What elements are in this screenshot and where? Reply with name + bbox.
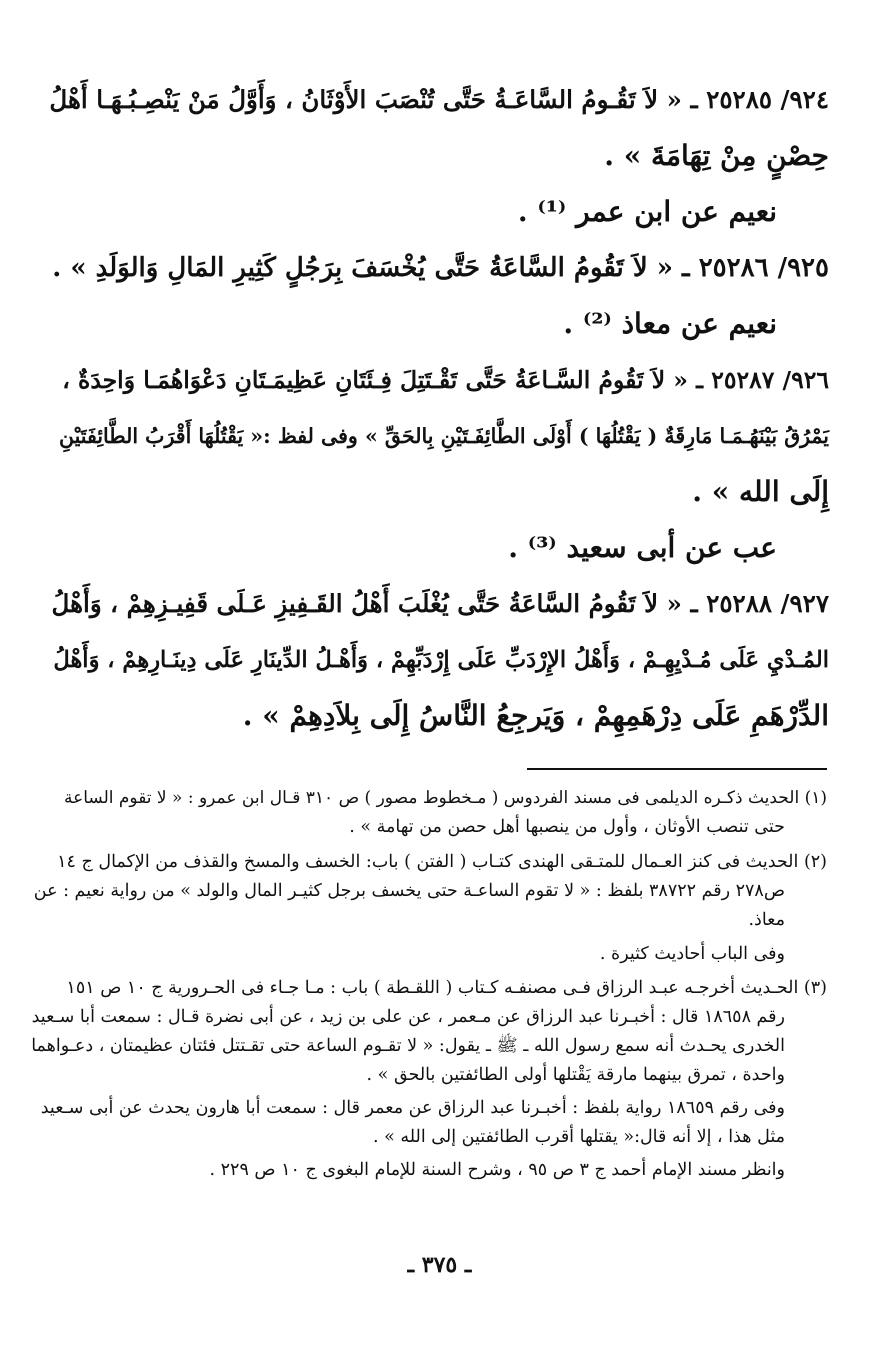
hadith-925-source: [49, 296, 829, 352]
footnote-2-line-1: (٢) الحديث فى كنز العـمال للمتـقى الهندى كتـاب ( الفتن ) باب: الخسف والمسخ والقذف من الإكمال ج ١٤: [57, 852, 827, 872]
footnote-divider: [527, 768, 827, 770]
hadith-924-source-text: نعيم عن ابن عمر ⁽¹⁾ .: [517, 195, 777, 228]
footnote-3-line-7: وانظر مسند الإمام أحمد ج ٣ ص ٩٥ ، وشرح السنة للإمام البغوى ج ١٠ ص ٢٢٩ .: [209, 1160, 785, 1180]
page-number: ـ ٣٧٥ ـ: [407, 1252, 472, 1278]
footnote-3-line-6: مثل هذا ، إلا أنه قال:« يقتلها أقرب الطائفتين إلى الله » .: [372, 1127, 785, 1147]
hadith-927-line-2: المُـدْيِ عَلَى مُـدْيِهِـمْ ، وَأَهْلُ الإِرْدَبِّ عَلَى إِرْدَبِّهِمْ ، وَأَهْـلُ الدِّينَارِ عَلَى دِينَـارِهِمْ ، وَأَهْلُ: [53, 647, 829, 673]
footnote-3-line-5: وفى رقم ١٨٦٥٩ رواية بلفظ : أخبـرنا عبد الرزاق عن معمر قال : سمعت أبا هارون يحدث عن أبى سـعيد: [40, 1098, 785, 1118]
footnote-2-line-4: وفى الباب أحاديث كثيرة .: [599, 944, 785, 964]
hadith-926-line-1: ٩٢٦/ ٢٥٢٨٧ ـ « لاَ تَقُومُ السَّـاعَةُ حَتَّى تَقْـتَتِلَ فِـئَتَانِ عَظِيمَـتَانِ دَعْوَاهُمَـا وَاحِدَةٌ ،: [62, 366, 829, 394]
footnote-2-line-3: معاذ.: [748, 910, 785, 930]
hadith-924-source: [49, 184, 829, 240]
footnote-1-line-1: (١) الحديث ذكـره الديلمى فى مسند الفردوس ( مـخطوط مصور ) ص ٣١٠ قـال ابن عمرو : « لا تقوم الساعة: [63, 788, 827, 808]
footnote-3-line-1: (٣) الحـديث أخرجـه عبـد الرزاق فـى مصنفـه كـتاب ( اللقـطة ) باب : مـا جـاء فى الحـرورية ج ١٠ ص ١٥١: [66, 978, 827, 998]
hadith-925-source-text: نعيم عن معاذ ⁽²⁾ .: [563, 307, 777, 340]
hadith-926-line-2: يَمْرُقُ بَيْنَهُـمَـا مَارِقَةٌ ( يَقْتُلُهَا ) أَوْلَى الطَّائِفَـتَيْنِ بِالحَقِّ » وفى لفظ :« يَقْتُلُهَا أَقْرَبُ الطَّائِفَتَيْنِ: [58, 424, 829, 448]
footnote-3-line-3: الخدرى يحـدث أنه سمع رسول الله ـ ﷺ ـ يقول: « لا تقـوم الساعة حتى تقـتتل فئتان عظيمتان ، دعـواهما: [31, 1036, 785, 1056]
hadith-927-line-1: ٩٢٧/ ٢٥٢٨٨ ـ « لاَ تَقُومُ السَّاعَةُ حَتَّى يُغْلَبَ أَهْلُ القَـفِيزِ عَـلَى قَفِيـزِهِمْ ، وَأَهْلُ: [51, 589, 829, 618]
footnote-3-line-4: واحدة ، تمرق بينهما مارقة يَقْتلها أولى الطائفتين بالحق » .: [366, 1065, 785, 1085]
hadith-924-line-2: حِصْنٍ مِنْ تِهَامَةَ » .: [604, 139, 829, 172]
footnote-2-line-2: ص٢٧٨ رقم ٣٨٧٢٢ بلفظ : « لا تقوم الساعـة حتى يخسف برجل كثيـر المال والولد » من رواية نعيم : عن: [33, 881, 785, 901]
hadith-926-line-3: إِلَى الله » .: [692, 475, 829, 508]
hadith-924-line-1: ٩٢٤/ ٢٥٢٨٥ ـ « لاَ تَقُـومُ السَّاعَـةُ حَتَّى تُنْصَبَ الأَوْثَانُ ، وَأَوَّلُ مَنْ يَنْصِـبُـهَـا أَهْلُ: [49, 85, 829, 114]
footnote-3-line-2: رقم ١٨٦٥٨ قال : أخبـرنا عبد الرزاق عن مـعمر ، عن على بن زيد ، عن أبى نضرة قـال : سمعت أبا سـعيد: [31, 1007, 785, 1027]
hadith-927-line-3: الدِّرْهَمِ عَلَى دِرْهَمِهِمْ ، وَيَرجِعُ النَّاسُ إِلَى بِلاَدِهِمْ » .: [242, 699, 829, 732]
hadith-926-source: [49, 520, 829, 576]
hadith-926-source-text: عب عن أبى سعيد ⁽³⁾ .: [508, 531, 777, 564]
footnote-1-line-2: حتى تنصب الأوثان ، وأول من ينصبها أهل حصن من تهامة » .: [349, 817, 785, 837]
hadith-925-line-1: ٩٢٥/ ٢٥٢٨٦ ـ « لاَ تَقُومُ السَّاعَةُ حَتَّى يُخْسَفَ بِرَجُلٍ كَثِيرِ المَالِ وَالوَلَدِ » .: [52, 253, 829, 283]
